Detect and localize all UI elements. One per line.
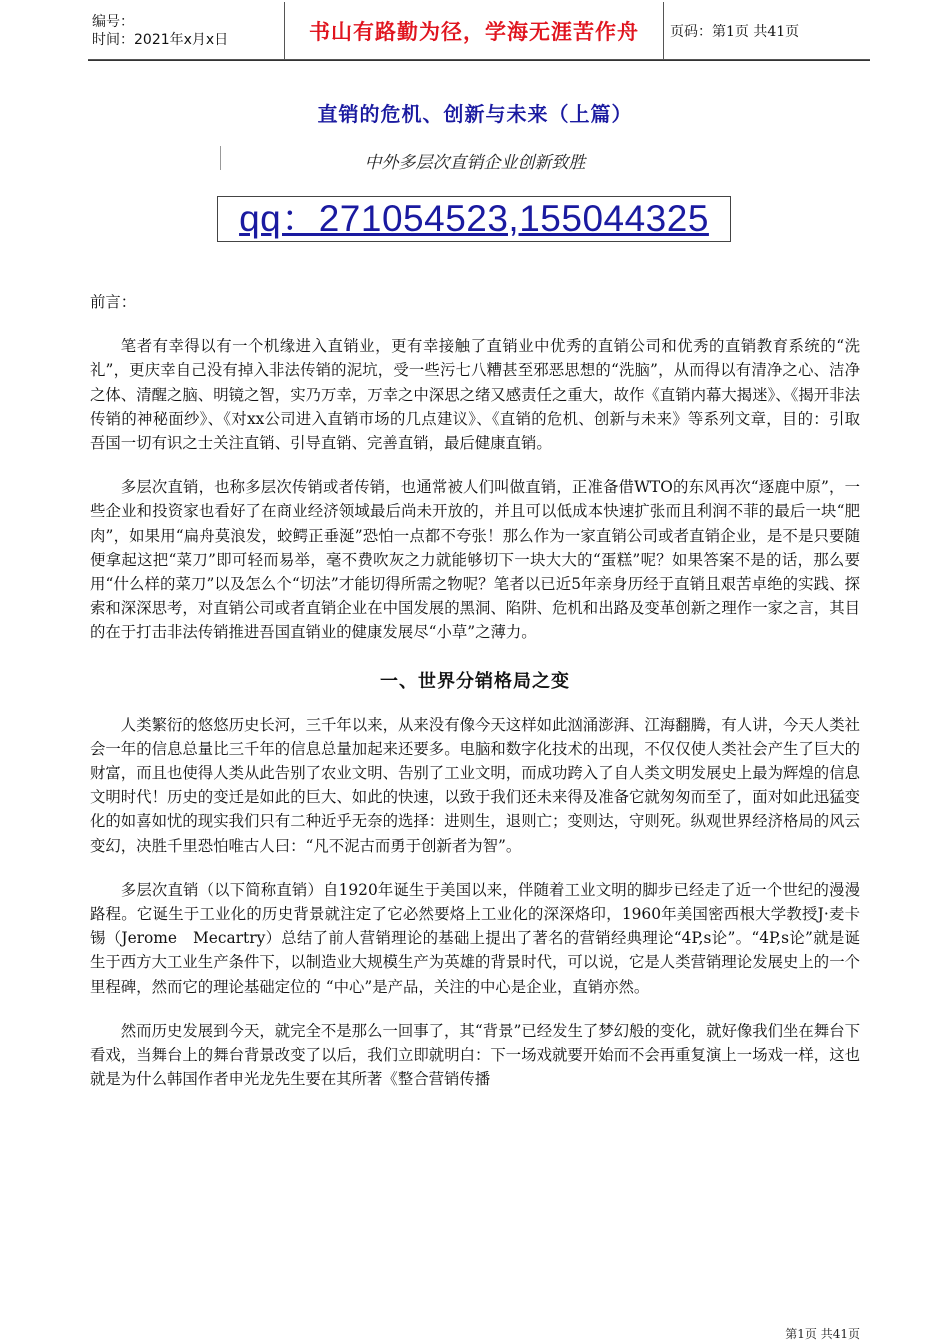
preface-label: 前言： xyxy=(90,293,137,311)
document-time: 时间：2021年x月x日 xyxy=(92,31,229,48)
qq-contact-box xyxy=(217,196,731,242)
paragraph-4: 多层次直销（以下简称直销）自1920年诞生于美国以来，伴随着工业文明的脚步已经走了近一个世纪的漫漫路程。它诞生于工业化的历史背景就注定了它必然要烙上工业化的深深烙印，1960年美国密西根大学教授J·麦卡锡（Jerome Mecartry）总结了前人营销理论的基础上提出了著名的营销经典理论“4P,s论”。“4P,s论”就是诞生于西方大工业生产条件下，以制造业大规模生产为英雄的背景时代，可以说，它是人类营销理论发展史上的一个里程碑，然而它的理论基础定位的 “中心”是产品，关注的中心是企业，直销亦然。 xyxy=(90,880,860,996)
header-table xyxy=(88,2,870,60)
paragraph-2: 多层次直销，也称多层次传销或者传销，也通常被人们叫做直销，正准备借WTO的东风再次“逐鹿中原”，一些企业和投资家也看好了在商业经济领域最后尚未开放的，并且可以低成本快速扩张而且利润不菲的最后一块“肥肉”，如果用“扁舟莫浪发，蛟鳄正垂涎”恐怕一点都不夸张！那么作为一家直销公司或者直销企业，是不是只要随便拿起这把“菜刀”即可轻而易举，毫不费吹灰之力就能够切下一块大大的“蛋糕”呢？如果答案不是的话，那么要用“什么样的菜刀”以及怎么个“切法”才能切得所需之物呢？笔者以已近5年亲身历经于直销且艰苦卓绝的实践、探索和深深思考，对直销公司或者直销企业在中国发展的黑洞、陷阱、危机和出路及变革创新之理作一家之言，其目的在于打击非法传销推进吾国直销业的健康发展尽“小草”之薄力。 xyxy=(90,478,860,642)
document-subtitle: 中外多层次直销企业创新致胜 xyxy=(364,153,586,173)
document-number-label: 编号： xyxy=(92,13,134,30)
qq-contact-link[interactable]: qq：271054523,155044325 xyxy=(239,198,709,239)
header-motto: 书山有路勤为径，学海无涯苦作舟 xyxy=(285,2,664,60)
header-divider xyxy=(88,60,870,61)
header-meta xyxy=(88,2,285,60)
paragraph-3: 人类繁衍的悠悠历史长河，三千年以来，从来没有像今天这样如此汹涌澎湃、江海翻腾，有人讲，今天人类社会一年的信息总量比三千年的信息总量加起来还要多。电脑和数字化技术的出现，不仅仅使人类社会产生了巨大的财富，而且也使得人类从此告别了农业文明、告别了工业文明，而成功跨入了自人类文明发展史上最为辉煌的信息文明时代！历史的变迁是如此的巨大、如此的快速，以致于我们还未来得及准备它就匆匆而至了，面对如此迅猛变化的如喜如忧的现实我们只有二种近乎无奈的选择：进则生，退则亡；变则达，守则死。纵观世界经济格局的风云变幻，决胜千里恐怕唯古人曰：“凡不泥古而勇于创新者为智”。 xyxy=(90,715,860,855)
document-body xyxy=(90,290,860,1091)
paragraph-5: 然而历史发展到今天，就完全不是那么一回事了，其“背景”已经发生了梦幻般的变化，就好像我们坐在舞台下看戏，当舞台上的舞台背景改变了以后，我们立即就明白：下一场戏就要开始而不会再重复演上一场戏一样，这也就是为什么韩国作者申光龙先生要在其所著《整合营销传播 xyxy=(90,1021,860,1089)
document-title: 直销的危机、创新与未来（上篇） xyxy=(317,102,633,126)
page-footer: 第1页 共41页 xyxy=(785,1327,860,1341)
header-page-info: 页码：第1页 共41页 xyxy=(664,2,871,60)
section-heading: 一、世界分销格局之变 xyxy=(380,670,570,692)
paragraph-1: 笔者有幸得以有一个机缘进入直销业，更有幸接触了直销业中优秀的直销公司和优秀的直销教育系统的“洗礼”，更庆幸自己没有掉入非法传销的泥坑，受一些污七八糟甚至邪恶思想的“洗脑”，从而得以有清净之心、洁净之体、清醒之脑、明镜之智，实乃万幸，万幸之中深思之绪又感责任之重大，故作《直销内幕大揭迷》、《揭开非法传销的神秘面纱》、《对xx公司进入直销市场的几点建议》、《直销的危机、创新与未来》等系列文章，目的：引取吾国一切有识之士关注直销、引导直销、完善直销，最后健康直销。 xyxy=(90,337,860,453)
